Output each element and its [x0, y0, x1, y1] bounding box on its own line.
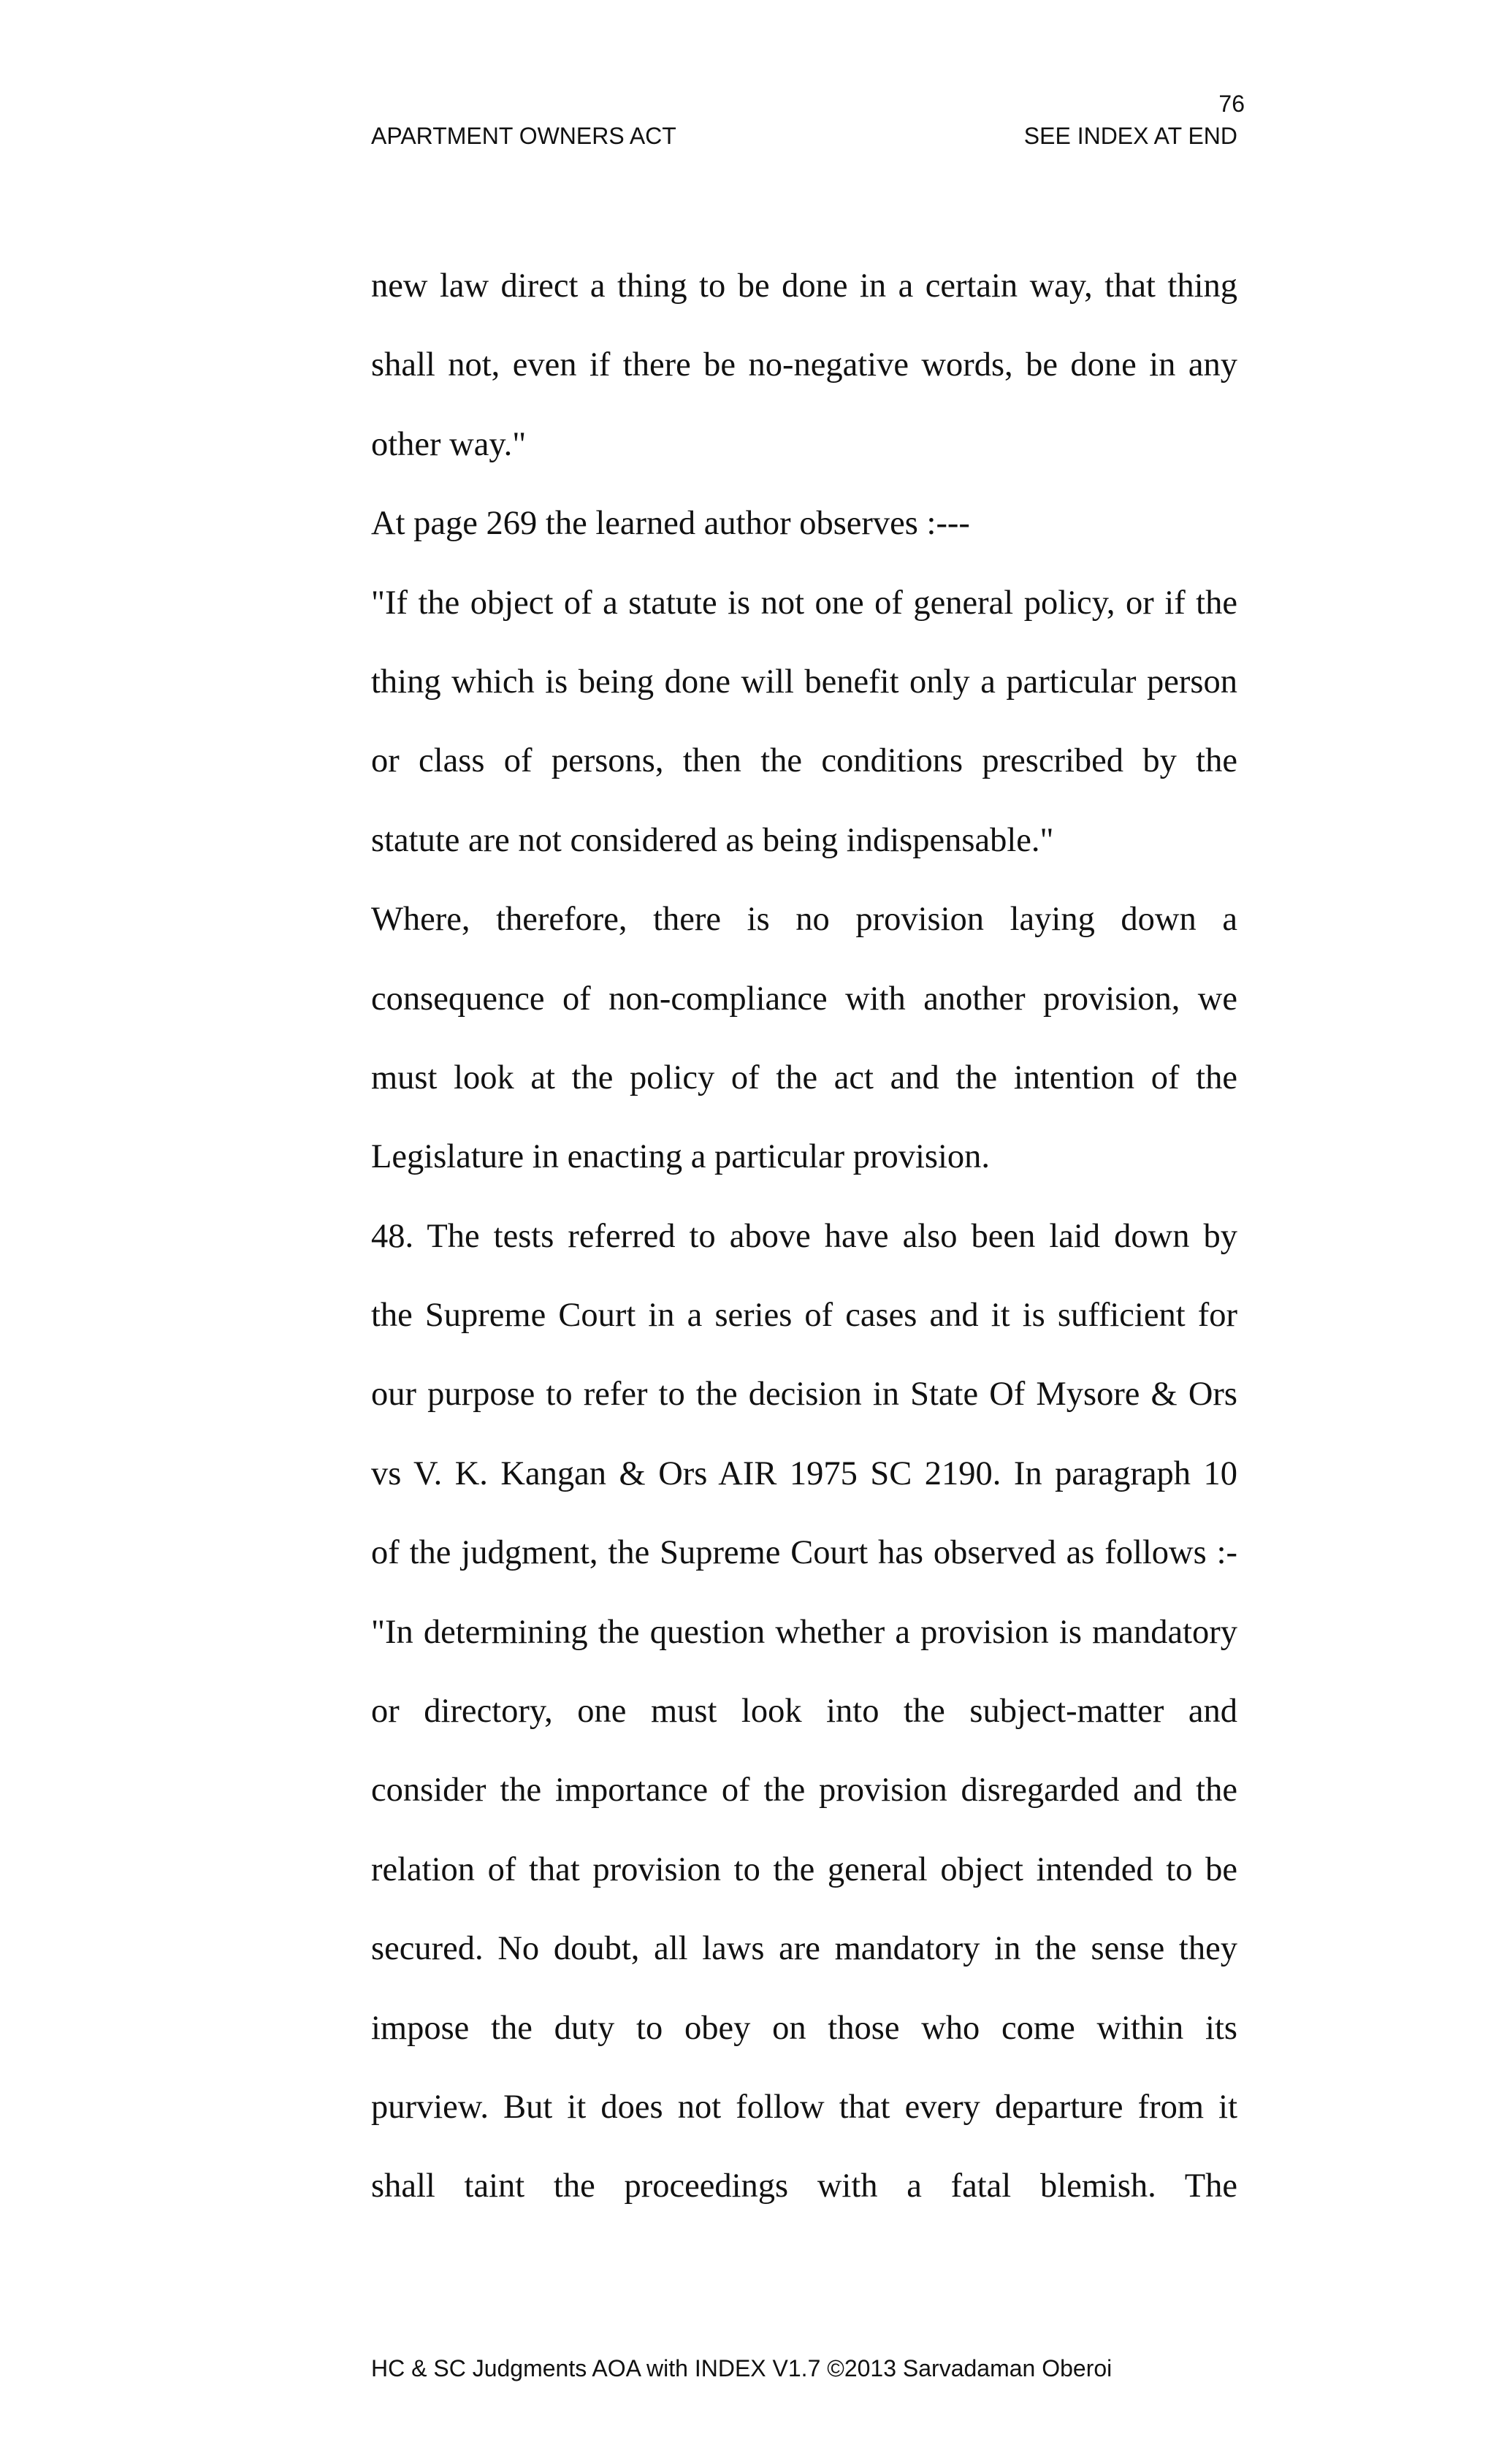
text-line: must look at the policy of the act and the intention of the — [371, 1059, 1237, 1096]
text-line: "In determining the question whether a provision is mandatory — [371, 1613, 1237, 1651]
text-line: consider the importance of the provision disregarded and the — [371, 1771, 1237, 1809]
page-footer: HC & SC Judgments AOA with INDEX V1.7 ©2013 Sarvadaman Oberoi — [371, 2355, 1113, 2381]
header-title: APARTMENT OWNERS ACT — [371, 123, 676, 149]
header-index-note: SEE INDEX AT END — [1023, 123, 1237, 149]
text-line: 48. The tests referred to above have also been laid down by — [371, 1217, 1237, 1255]
text-line: or class of persons, then the conditions prescribed by the — [371, 742, 1237, 780]
page-number: 76 — [1218, 91, 1245, 117]
running-header — [371, 123, 1237, 149]
text-line: Legislature in enacting a particular provision. — [371, 1138, 991, 1176]
text-line: relation of that provision to the general object intended to be — [371, 1850, 1237, 1888]
text-line: the Supreme Court in a series of cases and it is sufficient for — [371, 1297, 1237, 1335]
text-line: Where, therefore, there is no provision laying down a — [371, 901, 1237, 939]
text-line: consequence of non-compliance with another provision, we — [371, 980, 1237, 1018]
text-line: or directory, one must look into the subject-matter and — [371, 1693, 1237, 1731]
text-line: vs V. K. Kangan & Ors AIR 1975 SC 2190. In paragraph 10 — [371, 1454, 1237, 1492]
text-line: shall taint the proceedings with a fatal blemish. The — [371, 2167, 1237, 2205]
text-line: "If the object of a statute is not one of general policy, or if the — [371, 584, 1237, 622]
text-line: new law direct a thing to be done in a certain way, that thing — [371, 267, 1237, 305]
text-line: At page 269 the learned author observes :--- — [371, 505, 970, 543]
body-text — [371, 262, 1237, 2241]
text-line: statute are not considered as being indispensable." — [371, 821, 1054, 859]
text-line: our purpose to refer to the decision in State Of Mysore & Ors — [371, 1376, 1237, 1414]
text-line: shall not, even if there be no-negative words, be done in any — [371, 346, 1237, 384]
text-line: of the judgment, the Supreme Court has observed as follows :- — [371, 1534, 1237, 1572]
text-line: impose the duty to obey on those who come within its — [371, 2009, 1237, 2047]
text-line: thing which is being done will benefit only a particular person — [371, 663, 1237, 701]
text-line: purview. But it does not follow that every departure from it — [371, 2088, 1237, 2126]
text-line: other way." — [371, 425, 527, 463]
text-line: secured. No doubt, all laws are mandatory in the sense they — [371, 1930, 1237, 1968]
